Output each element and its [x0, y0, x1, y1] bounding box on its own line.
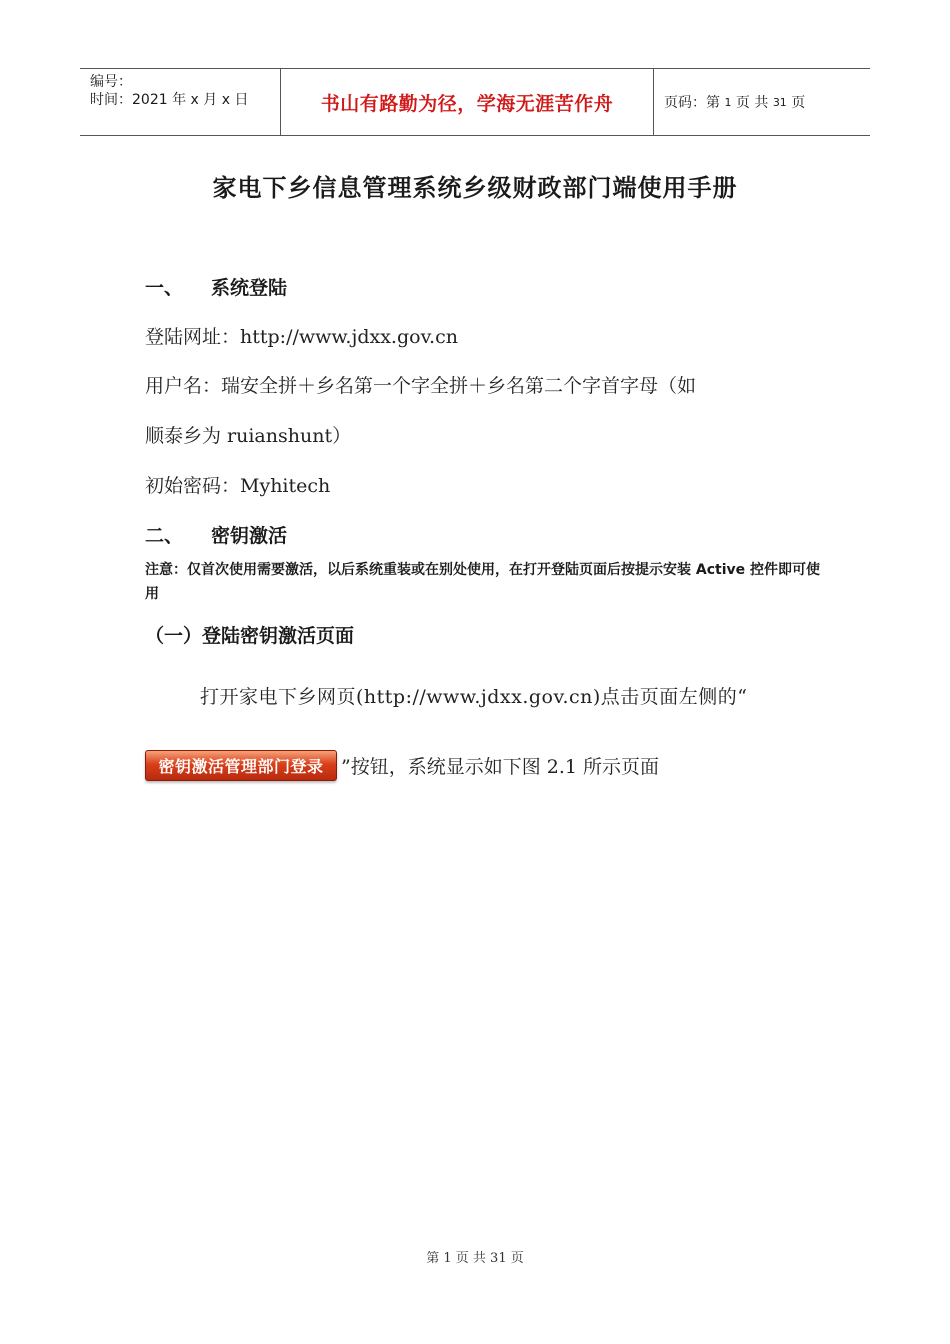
key-activation-login-button[interactable]: 密钥激活管理部门登录: [145, 750, 337, 781]
activation-note: 注意：仅首次使用需要激活，以后系统重装或在别处使用，在打开登陆页面后按提示安装 Active 控件即可使用: [145, 562, 820, 602]
instruction-line1: 打开家电下乡网页(http://www.jdxx.gov.cn)点击页面左侧的“: [200, 686, 748, 708]
subsection-heading-login-activation-page: （一）登陆密钥激活页面: [145, 625, 355, 647]
header-meta-cell: [80, 69, 281, 135]
login-url-text: 登陆网址：http://www.jdxx.gov.cn: [145, 326, 458, 348]
page-footer: 第 1 页 共 31 页: [426, 1251, 524, 1266]
header-number-label: 编号：: [90, 74, 132, 90]
section-heading-login: 一、 系统登陆: [145, 277, 288, 299]
header-page-info: 页码：第 1 页 共 31 页: [664, 95, 806, 111]
instruction-line2-text: ”按钮，系统显示如下图 2.1 所示页面: [341, 756, 660, 778]
header-motto: 书山有路勤为径，学海无涯苦作舟: [281, 69, 654, 135]
document-title: 家电下乡信息管理系统乡级财政部门端使用手册: [212, 174, 738, 202]
username-rule-line2: 顺泰乡为 ruianshunt）: [145, 425, 352, 447]
header-time: 时间：2021 年 x 月 x 日: [90, 92, 249, 108]
instruction-line2: [145, 750, 659, 781]
section-heading-key-activation: 二、 密钥激活: [145, 525, 288, 547]
initial-password-text: 初始密码：Myhitech: [145, 475, 331, 497]
username-rule-line1: 用户名：瑞安全拼＋乡名第一个字全拼＋乡名第二个字首字母（如: [145, 375, 697, 397]
header-table: [80, 68, 870, 136]
